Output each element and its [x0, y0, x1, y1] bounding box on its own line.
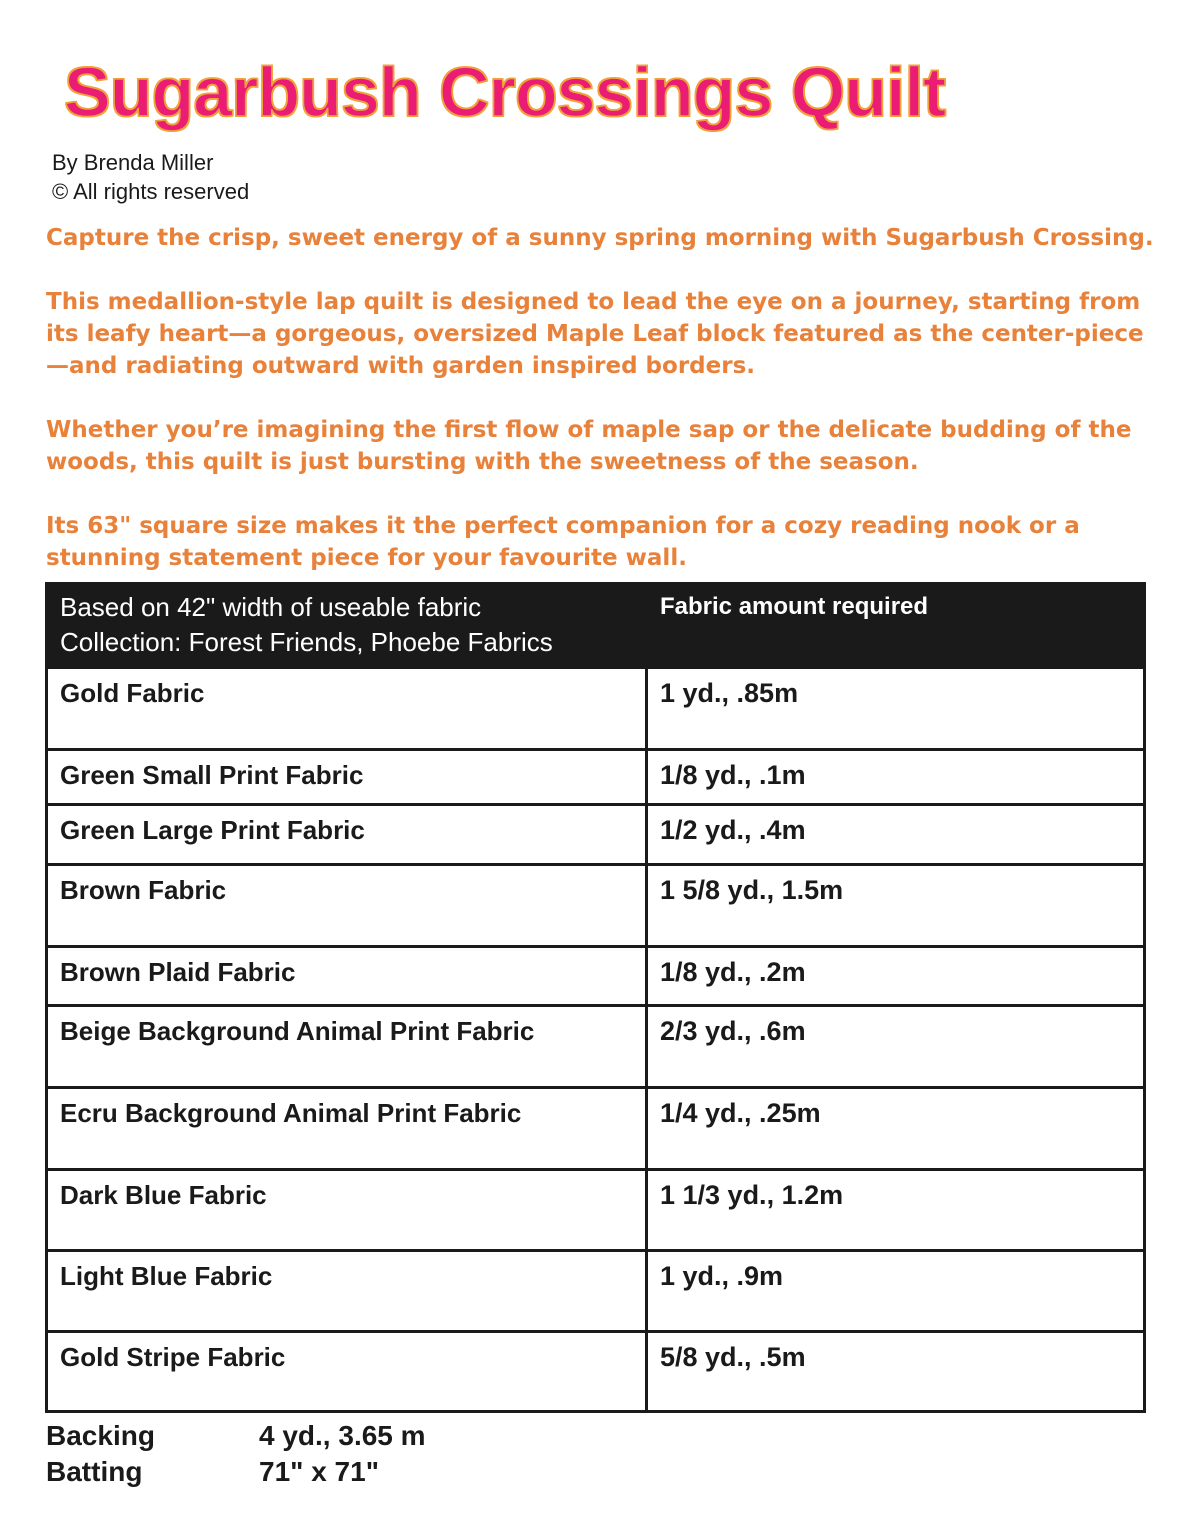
- backing-batting-section: [46, 1418, 426, 1490]
- intro-paragraph: Its 63" square size makes it the perfect companion for a cozy reading nook or a stunning statement piece for your favourite wall.: [46, 513, 1080, 571]
- table-row: [47, 668, 1145, 750]
- header-collection-note: Collection: Forest Friends, Phoebe Fabrics: [60, 627, 553, 657]
- batting-value: 71" x 71": [259, 1456, 379, 1487]
- fabric-amount: 1/8 yd., .1m: [647, 750, 1145, 805]
- fabric-name: Brown Fabric: [47, 865, 647, 947]
- fabric-amount: 5/8 yd., .5m: [647, 1332, 1145, 1412]
- batting-label: Batting: [46, 1456, 143, 1487]
- backing-value: 4 yd., 3.65 m: [259, 1420, 426, 1451]
- fabric-name: Gold Fabric: [47, 668, 647, 750]
- fabric-name: Brown Plaid Fabric: [47, 947, 647, 1006]
- table-row: [47, 947, 1145, 1006]
- fabric-amount: 2/3 yd., .6m: [647, 1006, 1145, 1088]
- table-row: [47, 1332, 1145, 1412]
- header-amount: Fabric amount required: [647, 584, 1145, 668]
- author-line: By Brenda Miller: [52, 150, 214, 175]
- header-basis: [47, 584, 647, 668]
- table-row: [47, 865, 1145, 947]
- table-row: [47, 1006, 1145, 1088]
- fabric-name: Dark Blue Fabric: [47, 1170, 647, 1251]
- page-title: Sugarbush Crossings Quilt: [64, 53, 946, 131]
- fabric-amount: 1 5/8 yd., 1.5m: [647, 865, 1145, 947]
- intro-paragraph: Capture the crisp, sweet energy of a sunny spring morning with Sugarbush Crossing.: [46, 225, 1154, 251]
- fabric-name: Light Blue Fabric: [47, 1251, 647, 1332]
- backing-row: [46, 1418, 426, 1454]
- fabric-amount: 1 yd., .9m: [647, 1251, 1145, 1332]
- table-row: [47, 1251, 1145, 1332]
- table-row: [47, 1088, 1145, 1170]
- table-row: [47, 750, 1145, 805]
- intro-paragraph: This medallion-style lap quilt is designed to lead the eye on a journey, starting from its leafy heart—a gorgeous, oversized Maple Leaf block featured as the center-piece—and radiating outward with garden inspired borders.: [46, 289, 1144, 379]
- fabric-name: Green Large Print Fabric: [47, 805, 647, 865]
- fabric-name: Gold Stripe Fabric: [47, 1332, 647, 1412]
- fabric-amount: 1 1/3 yd., 1.2m: [647, 1170, 1145, 1251]
- batting-row: [46, 1454, 426, 1490]
- fabric-amount: 1/2 yd., .4m: [647, 805, 1145, 865]
- table-row: [47, 805, 1145, 865]
- copyright-line: © All rights reserved: [52, 179, 250, 204]
- table-row: [47, 1170, 1145, 1251]
- intro-text: [46, 222, 1156, 574]
- header-width-note: Based on 42" width of useable fabric: [60, 592, 482, 622]
- intro-paragraph: Whether you’re imagining the first flow of maple sap or the delicate budding of the woods, this quilt is just bursting with the sweetness of the season.: [46, 417, 1132, 475]
- fabric-name: Ecru Background Animal Print Fabric: [47, 1088, 647, 1170]
- table-header-row: [47, 584, 1145, 668]
- fabric-name: Beige Background Animal Print Fabric: [47, 1006, 647, 1088]
- fabric-requirements-table: [45, 582, 1146, 1413]
- fabric-amount: 1/4 yd., .25m: [647, 1088, 1145, 1170]
- backing-label: Backing: [46, 1420, 155, 1451]
- fabric-name: Green Small Print Fabric: [47, 750, 647, 805]
- fabric-amount: 1 yd., .85m: [647, 668, 1145, 750]
- fabric-amount: 1/8 yd., .2m: [647, 947, 1145, 1006]
- byline: [52, 148, 249, 206]
